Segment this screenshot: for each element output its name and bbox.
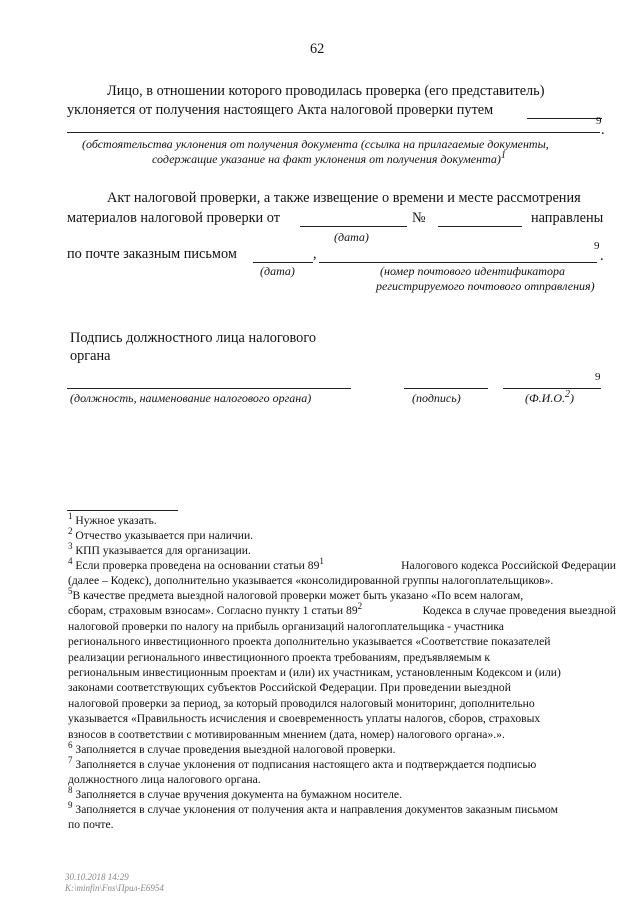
evasion-caption-ref: 1	[500, 150, 506, 161]
evasion-caption-line1: (обстоятельства уклонения от получения документа (ссылка на прилагаемые документы,	[82, 137, 549, 151]
print-stamp-line1: 30.10.2018 14:29	[65, 872, 129, 882]
footnote-5-line7: законами соответствующих субъектов Российской Федерации. При проведении выездной	[68, 681, 511, 695]
mailing-caption-date: (дата)	[334, 230, 369, 244]
evasion-caption-line2	[152, 152, 506, 167]
footnote-1-text: Нужное указать.	[75, 514, 157, 527]
evasion-method-blank	[527, 118, 602, 119]
signature-caption-fio-ref: 2	[564, 389, 570, 400]
evasion-caption-text: содержащие указание на факт уклонения от получения документа)	[152, 152, 501, 166]
footnote-5-line3: налоговой проверки по налогу на прибыль организаций налогоплательщика - участника	[68, 619, 504, 633]
footnote-9-line2: по почте.	[68, 818, 114, 832]
signature-label-line1: Подпись должностного лица налогового	[70, 330, 316, 346]
mailing-caption-id-line1: (номер почтового идентификатора	[380, 264, 565, 278]
footnote-8-num: 8	[68, 785, 73, 796]
page-number: 62	[310, 41, 325, 57]
footnote-5-line4: регионального инвестиционного проекта дополнительно указывается «Соответствие показателей	[68, 635, 551, 649]
footnote-5-line1	[68, 588, 616, 603]
footnote-1	[68, 513, 157, 528]
evasion-footnote-ref: 9	[596, 115, 602, 127]
footnote-5-line10: взносов в соответствии с мотивированным мнением (дата, номер) налогового органа».».	[68, 727, 505, 741]
footnote-4	[68, 558, 616, 589]
footnote-5-line2-sup: 2	[357, 601, 363, 612]
footnote-separator	[67, 510, 178, 511]
evasion-end-dot: .	[601, 122, 605, 138]
mailing-caption-date2: (дата)	[260, 264, 295, 278]
footnote-7-line2: должностного лица налогового органа.	[68, 773, 261, 787]
evasion-text-line1: Лицо, в отношении которого проводилась проверка (его представитель)	[107, 83, 545, 99]
signature-position-line	[67, 388, 351, 389]
footnote-5-line2b: Кодекса в случае проведения выездной	[422, 604, 616, 618]
footnote-4-line1b: Налогового кодекса Российской Федерации	[401, 559, 616, 572]
mailing-text-line2-start: материалов налоговой проверки от	[67, 210, 280, 226]
mailing-end-dot: .	[600, 248, 604, 264]
footnote-9-num: 9	[68, 800, 73, 811]
footnote-5	[68, 588, 616, 742]
signature-caption-fio-close: )	[569, 391, 574, 405]
mailing-footnote-ref: 9	[594, 240, 600, 252]
footnote-3	[68, 543, 251, 558]
footnote-5-line2a: сборам, страховым взносам». Согласно пункту 1 статьи 89	[68, 604, 358, 618]
footnote-9-line1	[68, 802, 558, 817]
print-stamp-line2: K:\minfin\Fns\Прил-Е6954	[65, 883, 164, 893]
footnote-9-line1-text: Заполняется в случае уклонения от получения акта и направления документов заказным письмом	[75, 803, 558, 816]
mailing-caption-id-line2: регистрируемого почтового отправления)	[376, 279, 595, 293]
footnote-7-num: 7	[68, 755, 73, 766]
footnote-5-line8: налоговой проверки за период, за который проводился налоговый мониторинг, дополнительно	[68, 696, 535, 710]
signature-caption-sign: (подпись)	[412, 391, 461, 405]
footnote-1-num: 1	[68, 511, 73, 522]
footnote-3-num: 3	[68, 541, 73, 552]
footnote-7	[68, 757, 536, 788]
signature-label-line2: органа	[70, 348, 111, 364]
footnote-7-line1-text: Заполняется в случае уклонения от подписания настоящего акта и подтверждается подписью	[75, 758, 537, 771]
mailing-number-blank	[438, 226, 522, 227]
mailing-comma: ,	[313, 246, 317, 262]
mailing-date-blank	[300, 226, 407, 227]
signature-fio-line	[503, 388, 601, 389]
footnote-4-line1	[68, 558, 616, 573]
footnote-7-line1	[68, 757, 536, 772]
footnote-9	[68, 802, 558, 833]
mailing-post-date-blank	[253, 262, 313, 263]
footnote-4-num: 4	[68, 556, 73, 567]
footnote-2	[68, 528, 253, 543]
footnote-5-num: 5	[68, 586, 73, 597]
evasion-text-line2: уклоняется от получения настоящего Акта налоговой проверки путем	[67, 102, 494, 118]
footnote-4-line1a: Если проверка проведена на основании статьи 89	[75, 559, 320, 572]
footnote-2-num: 2	[68, 526, 73, 537]
signature-footnote-ref: 9	[595, 371, 601, 383]
footnote-3-text: КПП указывается для организации.	[75, 544, 251, 557]
signature-sign-line	[404, 388, 488, 389]
footnote-5-line6: региональным инвестиционным проектам и (или) их участникам, установленным Кодексом и (или)	[68, 666, 561, 680]
footnote-5-line9: указывается «Правильность исчисления и своевременность уплаты налогов, сборов, страховых	[68, 712, 541, 726]
evasion-method-blank-full	[67, 132, 600, 133]
footnote-4-line2: (далее – Кодекс), дополнительно указывается «консолидированной группы налогоплательщиков».	[68, 574, 554, 588]
signature-caption-fio-text: (Ф.И.О.	[525, 391, 565, 405]
footnote-6-num: 6	[68, 740, 73, 751]
footnote-2-text: Отчество указывается при наличии.	[75, 529, 254, 542]
footnote-6-text: Заполняется в случае проведения выездной налоговой проверки.	[75, 743, 396, 756]
footnote-5-line1-text: В качестве предмета выездной налоговой проверки может быть указано «По всем налогам,	[72, 589, 524, 602]
signature-caption-fio	[525, 391, 574, 406]
mailing-text-line1: Акт налоговой проверки, а также извещение о времени и месте рассмотрения	[107, 190, 581, 206]
footnote-8-text: Заполняется в случае вручения документа на бумажном носителе.	[75, 788, 402, 801]
mailing-number-sign: №	[412, 210, 426, 226]
footnote-6	[68, 742, 396, 757]
mailing-text-line2-end: направлены	[531, 210, 604, 226]
footnote-8	[68, 787, 402, 802]
footnote-5-line5: реализации регионального инвестиционного проекта требованиям, предъявляемым к	[68, 650, 490, 664]
footnote-5-line2	[68, 603, 616, 618]
signature-caption-position: (должность, наименование налогового органа)	[70, 391, 312, 405]
footnote-4-line1-sup: 1	[319, 556, 324, 567]
mailing-tracking-blank	[319, 262, 597, 263]
mailing-text-line3: по почте заказным письмом	[67, 246, 237, 262]
